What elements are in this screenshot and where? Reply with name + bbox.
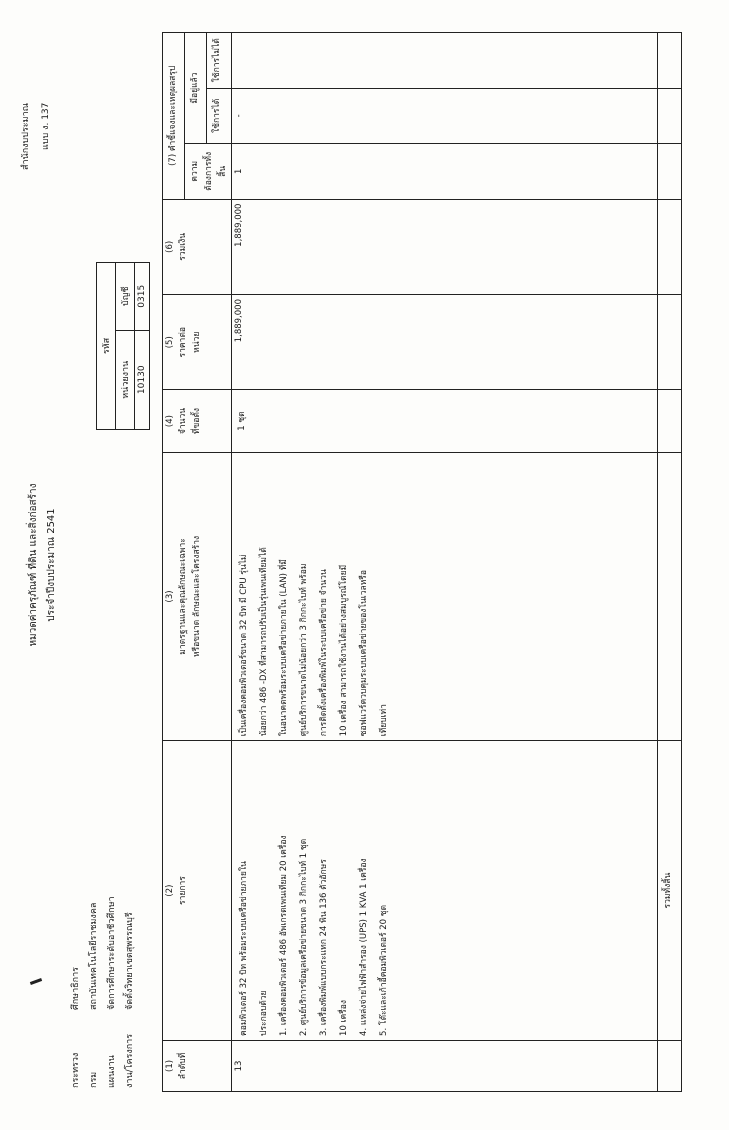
footer-blank — [658, 199, 682, 294]
code-box — [96, 262, 150, 430]
footer-blank — [658, 33, 682, 89]
item-line: ประกอบด้วย — [259, 990, 269, 1036]
ministry-value: ศึกษาธิการ — [71, 967, 81, 1010]
account-label: บัญชี — [116, 263, 135, 331]
spec-line: น้อยกว่า 486 -DX ที่สามารถปรับเป็นรุ่นเพนเทียมได้ — [259, 547, 269, 737]
col4-number: (4) — [165, 415, 175, 428]
project-value: จัดตั้งวิทยาเขตสุพรรณบุรี — [125, 912, 135, 1010]
footer-blank — [658, 452, 682, 741]
footer-blank — [658, 144, 682, 200]
item-line: 10 เครื่อง — [339, 1000, 349, 1036]
item-line: 5. โต๊ะและเก้าอี้คอมพิวเตอร์ 20 ชุด — [379, 904, 389, 1036]
account-code: 0315 — [135, 263, 150, 331]
col7-header: (7) คำชี้แจงและเหตุผลสรุป — [163, 33, 185, 200]
item-line: 3. เครื่องพิมพ์แบบกระแทก 24 พิน 136 ตัวอักษร — [319, 859, 329, 1036]
spec-line: การติดตั้งเครื่องพิมพ์ในระบบเครือข่าย จำนวน — [319, 569, 329, 737]
col5-name: ราคาต่อ — [178, 327, 188, 358]
spec-line: ในอนาคตพร้อมระบบเครือข่ายภายใน (LAN) ที่มี — [279, 559, 289, 737]
code-label: รหัส — [97, 263, 116, 430]
item-line: 4. แหล่งจ่ายไฟฟ้าสำรอง (UPS) 1 KVA 1 เครื่อง — [359, 858, 369, 1036]
unit-label: หน่วยงาน — [116, 330, 135, 429]
plan-value: จัดการศึกษาระดับอาชีวศึกษา — [107, 896, 117, 1010]
spec-line: เป็นเครื่องคอมพิวเตอร์ขนาด 32 บิท มี CPU รุ่นไม่ — [239, 554, 249, 737]
project-label: งาน/โครงการ — [125, 1033, 135, 1088]
col5-name2: หน่วย — [192, 331, 202, 353]
item-list — [232, 741, 658, 1041]
footer-blank — [658, 390, 682, 452]
col6-name: รวมเงิน — [178, 232, 188, 261]
plan-label: แผนงาน — [107, 1055, 117, 1088]
top-title: หมวดค่าครุภัณฑ์ ที่ดิน และสิ่งก่อสร้าง — [28, 483, 39, 647]
col4-name2: ที่ขอตั้ง — [192, 407, 202, 435]
dept-value: สถาบันเทคโนโลยีราชมงคล — [89, 902, 99, 1010]
footer-blank — [658, 295, 682, 390]
total-amount: 1,889,000 — [232, 199, 658, 294]
row-number: 13 — [232, 1040, 658, 1091]
unusable-count — [232, 33, 658, 89]
col3-number: (3) — [165, 590, 175, 603]
col6-number: (6) — [165, 240, 175, 253]
footer-blank — [658, 1040, 682, 1091]
col3-name: มาตรฐานและคุณลักษณะเฉพาะ — [178, 538, 188, 655]
office-name: สำนักงบประมาณ — [21, 103, 31, 170]
item-line: 1. เครื่องคอมพิวเตอร์ 486 อัพเกรดเพนเทียม 20 เครื่อง — [279, 835, 289, 1036]
ministry-label: กระทรวง — [71, 1052, 81, 1088]
budget-table — [162, 32, 682, 1092]
col7b1-header: ใช้การได้ — [207, 88, 232, 144]
footer-blank — [658, 88, 682, 144]
col1-name: ลำดับที่ — [178, 1052, 188, 1080]
form-number: แบบ ง. 137 — [41, 102, 51, 150]
col2-name: รายการ — [178, 876, 188, 905]
col7b2-header: ใช้การไม่ได้ — [207, 33, 232, 89]
need-count: 1 — [232, 144, 658, 200]
col1-number: (1) — [165, 1059, 175, 1072]
grand-total-label: รวมทั้งสิ้น — [658, 741, 682, 1041]
spec-line: 10 เครื่อง สามารถใช้งานได้อย่างสมบูรณ์โดยมี — [339, 564, 349, 737]
usable-count: - — [232, 88, 658, 144]
unit-price: 1,889,000 — [232, 295, 658, 390]
unit-code: 10130 — [135, 330, 150, 429]
col3-name2: หรือขนาด ลักษณะและโครงสร้าง — [192, 535, 202, 658]
col4-name: จำนวน — [178, 407, 188, 435]
quantity: 1 ชุด — [232, 390, 658, 452]
col7a-header: ความต้องการทั้งสิ้น — [185, 144, 232, 200]
dept-label: กรม — [89, 1071, 99, 1088]
col2-number: (2) — [165, 884, 175, 897]
item-line: 2. ศูนย์บริการข้อมูลเครือข่ายขนาด 3 กิกกะไบท์ 1 ชุด — [299, 838, 309, 1036]
spec-line: ซอฟแวร์ควบคุมระบบเครือข่ายของโนเวลหรือ — [359, 570, 369, 737]
item-line: คอมพิวเตอร์ 32 บิท พร้อมระบบเครือข่ายภายใน — [239, 861, 249, 1036]
spec-line: ศูนย์บริการขนาดไม่น้อยกว่า 3 กิกกะไบท์ พร้อม — [299, 563, 309, 737]
col7b-header: มีอยู่แล้ว — [185, 33, 207, 144]
fiscal-year: ประจำปีงบประมาณ 2541 — [46, 508, 57, 622]
col5-number: (5) — [165, 336, 175, 349]
spec-line: เทียบเท่า — [379, 704, 389, 737]
spec-list — [232, 452, 658, 741]
